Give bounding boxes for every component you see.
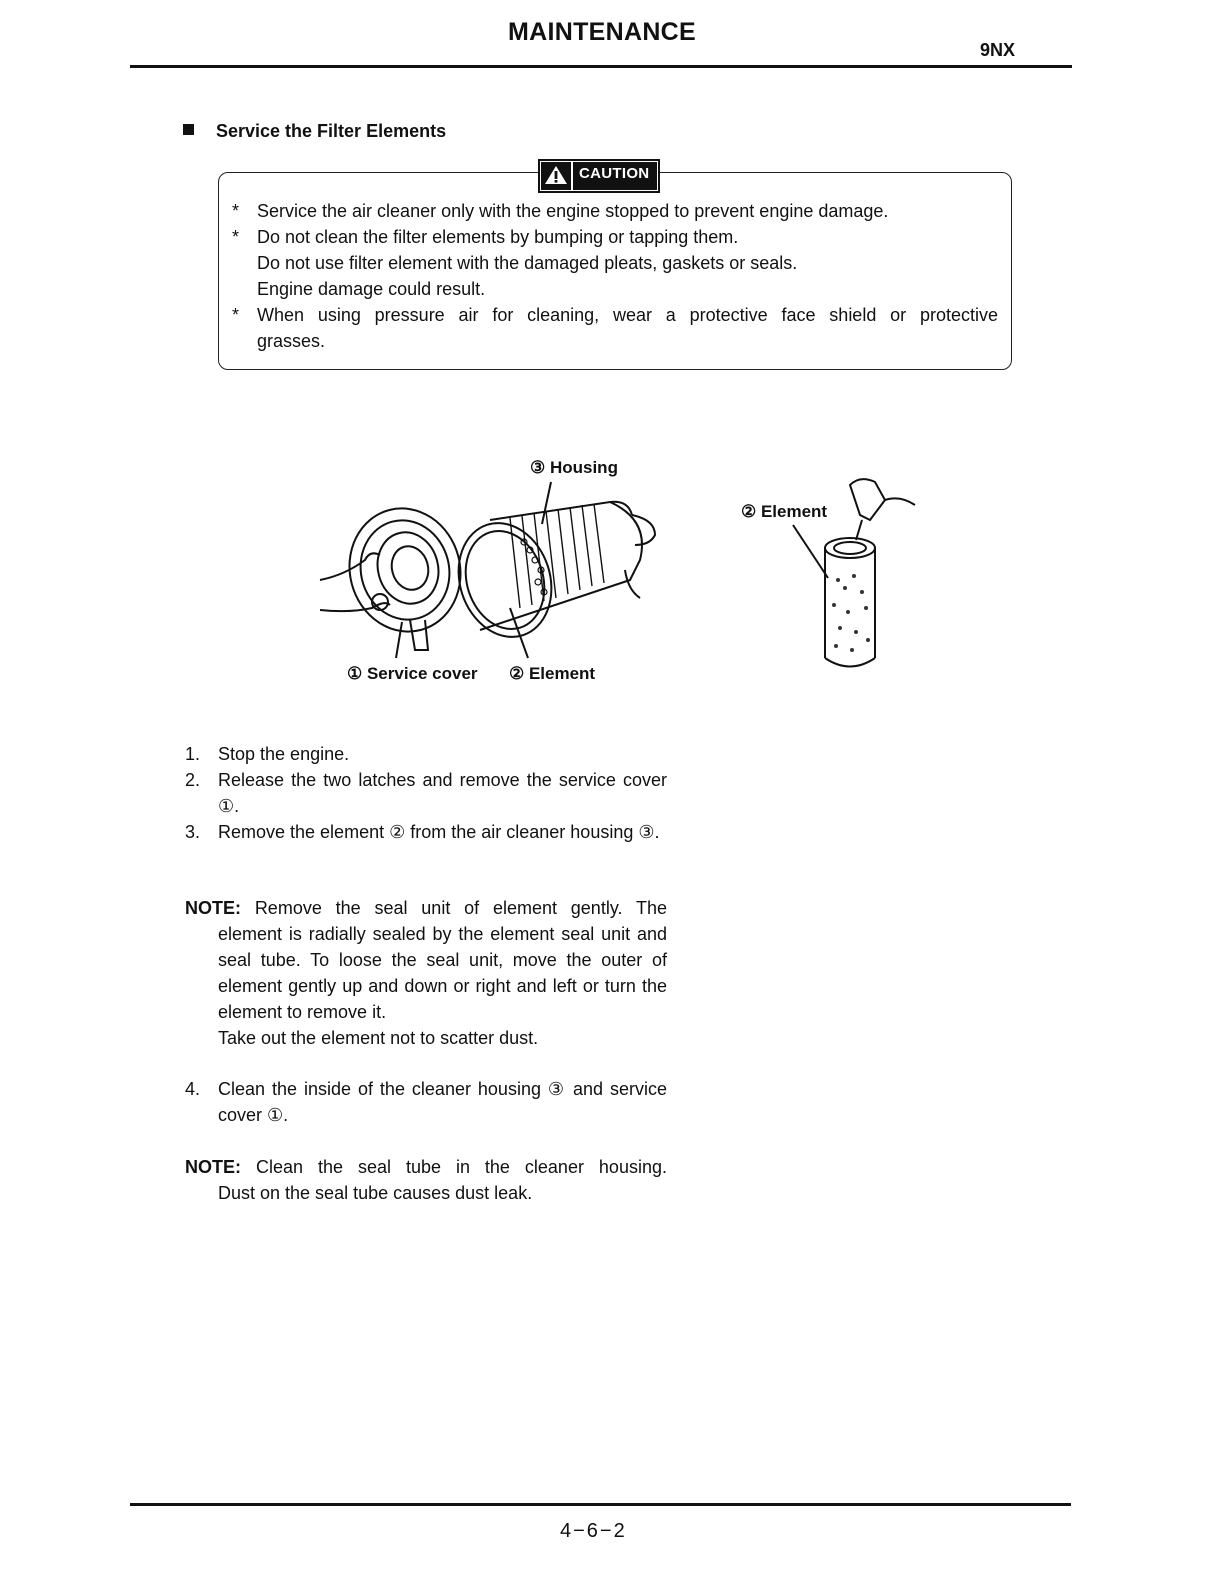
step-number: 2.: [185, 770, 201, 790]
note-first-line: [185, 895, 667, 921]
note-block: [185, 1154, 667, 1206]
note-text: Take out the element not to scatter dust.: [218, 1028, 539, 1048]
caution-item: [232, 302, 998, 354]
step-number: 4.: [185, 1079, 201, 1099]
caution-item: [232, 198, 998, 224]
caution-line: Service the air cleaner only with the engine stopped to prevent engine damage.: [257, 201, 889, 221]
element-label-right: ② Element: [741, 502, 828, 521]
element-label: ② Element: [509, 664, 596, 683]
warning-triangle-icon: [541, 162, 571, 190]
caution-line: Do not use filter element with the damaged pleats, gaskets or seals.: [257, 253, 798, 273]
caution-line: Do not clean the filter elements by bumping or tapping them.: [257, 227, 739, 247]
header-rule: [130, 65, 1072, 68]
caution-label: CAUTION: [573, 162, 657, 190]
note-text: Clean the seal tube in the cleaner housing.: [255, 1157, 667, 1177]
asterisk-bullet: *: [232, 227, 240, 247]
note-label: NOTE:: [185, 1157, 241, 1177]
section-title: Service the Filter Elements: [216, 121, 447, 141]
asterisk-bullet: *: [232, 305, 240, 325]
step-text: Stop the engine.: [218, 744, 350, 764]
note-label: NOTE:: [185, 898, 241, 918]
steps-list-continued: [185, 1076, 667, 1128]
note-text: Remove the seal unit of element gently. The: [254, 898, 667, 918]
model-code: 9NX: [980, 40, 1016, 60]
note-text: element is radially sealed by the element seal unit and seal tube. To loose the seal unit, move the outer of element gently up and down or right and left or turn the element to remove it.: [218, 924, 667, 1022]
caution-line: When using pressure air for cleaning, wear a protective face shield or protective: [257, 305, 998, 325]
list-item: [185, 1076, 667, 1128]
steps-list: [185, 741, 667, 845]
note-block: [185, 895, 667, 1051]
page-title: MAINTENANCE: [507, 18, 697, 46]
square-bullet-icon: [183, 124, 194, 135]
service-cover-label: ① Service cover: [347, 664, 478, 683]
note-first-line: [185, 1154, 667, 1180]
page-number: 4−6−2: [560, 1520, 627, 1542]
step-text: Remove the element ② from the air cleaner housing ③.: [218, 822, 660, 842]
step-number: 3.: [185, 822, 201, 842]
note-text: Dust on the seal tube causes dust leak.: [218, 1183, 533, 1203]
air-cleaner-illustration: [310, 480, 670, 665]
footer-rule: [130, 1503, 1071, 1506]
caution-item: [232, 224, 998, 302]
caution-list: [232, 198, 998, 354]
caution-line: Engine damage could result.: [257, 279, 486, 299]
list-item: [185, 819, 667, 845]
list-item: [185, 741, 667, 767]
caution-badge: [538, 159, 660, 193]
asterisk-bullet: *: [232, 201, 240, 221]
step-number: 1.: [185, 744, 201, 764]
housing-label: ③ Housing: [530, 458, 618, 477]
step-text: Clean the inside of the cleaner housing ③ and service cover ①.: [218, 1079, 667, 1125]
list-item: [185, 767, 667, 819]
section-heading: [183, 121, 446, 142]
caution-line: grasses.: [257, 331, 326, 351]
element-illustration: [790, 470, 930, 675]
step-text: Release the two latches and remove the service cover ①.: [218, 770, 667, 816]
